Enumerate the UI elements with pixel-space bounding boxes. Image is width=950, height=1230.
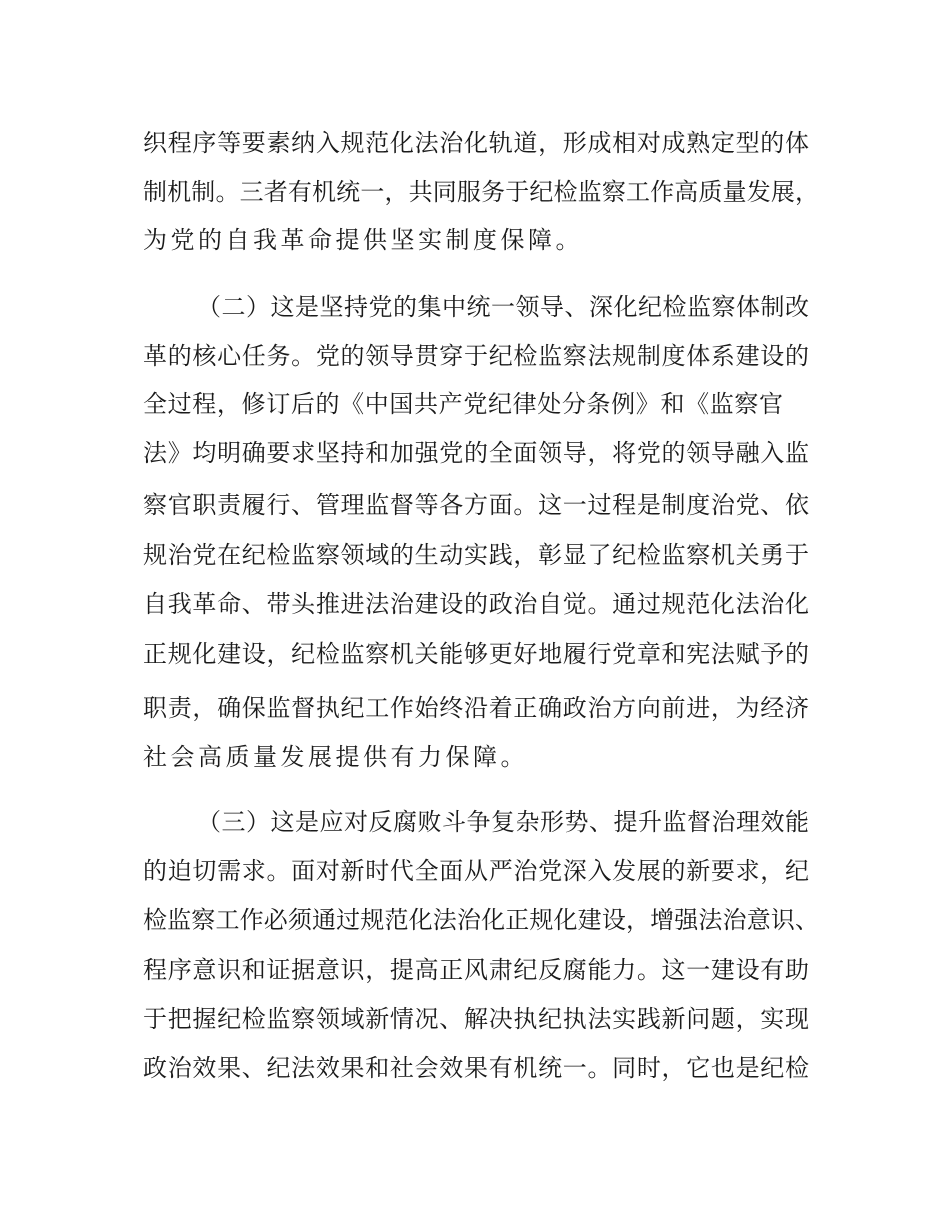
text-line: 制机制。三者有机统一，共同服务于纪检监察工作高质量发展， [143,178,819,206]
text-line: 察官职责履行、管理监督等各方面。这一过程是制度治党、依 [143,491,809,519]
text-line: 规治党在纪检监察领域的生动实践，彰显了纪检监察机关勇于 [143,541,809,569]
text-line: 自我革命、带头推进法治建设的政治自觉。通过规范化法治化 [143,590,809,618]
text-line: 程序意识和证据意识，提高正风肃纪反腐能力。这一建设有助 [143,956,809,984]
text-line: 为党的自我革命提供坚实制度保障。 [143,226,583,254]
text-line: 的迫切需求。面对新时代全面从严治党深入发展的新要求，纪 [143,857,809,885]
text-line: 革的核心任务。党的领导贯穿于纪检监察法规制度体系建设的 [143,342,809,370]
text-line: 法》均明确要求坚持和加强党的全面领导，将党的领导融入监 [143,439,809,467]
text-line: 政治效果、纪法效果和社会效果有机统一。同时，它也是纪检 [143,1054,809,1082]
text-line: 检监察工作必须通过规范化法治化正规化建设，增强法治意识、 [143,906,819,934]
text-line: 正规化建设，纪检监察机关能够更好地履行党章和宪法赋予的 [143,640,809,668]
text-line: （二）这是坚持党的集中统一领导、深化纪检监察体制改 [197,293,809,321]
text-line: （三）这是应对反腐败斗争复杂形势、提升监督治理效能 [197,808,809,836]
text-line: 职责，确保监督执纪工作始终沿着正确政治方向前进，为经济 [143,694,809,722]
text-line: 社会高质量发展提供有力保障。 [143,743,528,771]
text-line: 于把握纪检监察领域新情况、解决执纪执法实践新问题，实现 [143,1005,809,1033]
text-line: 织程序等要素纳入规范化法治化轨道，形成相对成熟定型的体 [143,129,809,157]
text-line: 全过程，修订后的《中国共产党纪律处分条例》和《监察官 [143,390,783,418]
